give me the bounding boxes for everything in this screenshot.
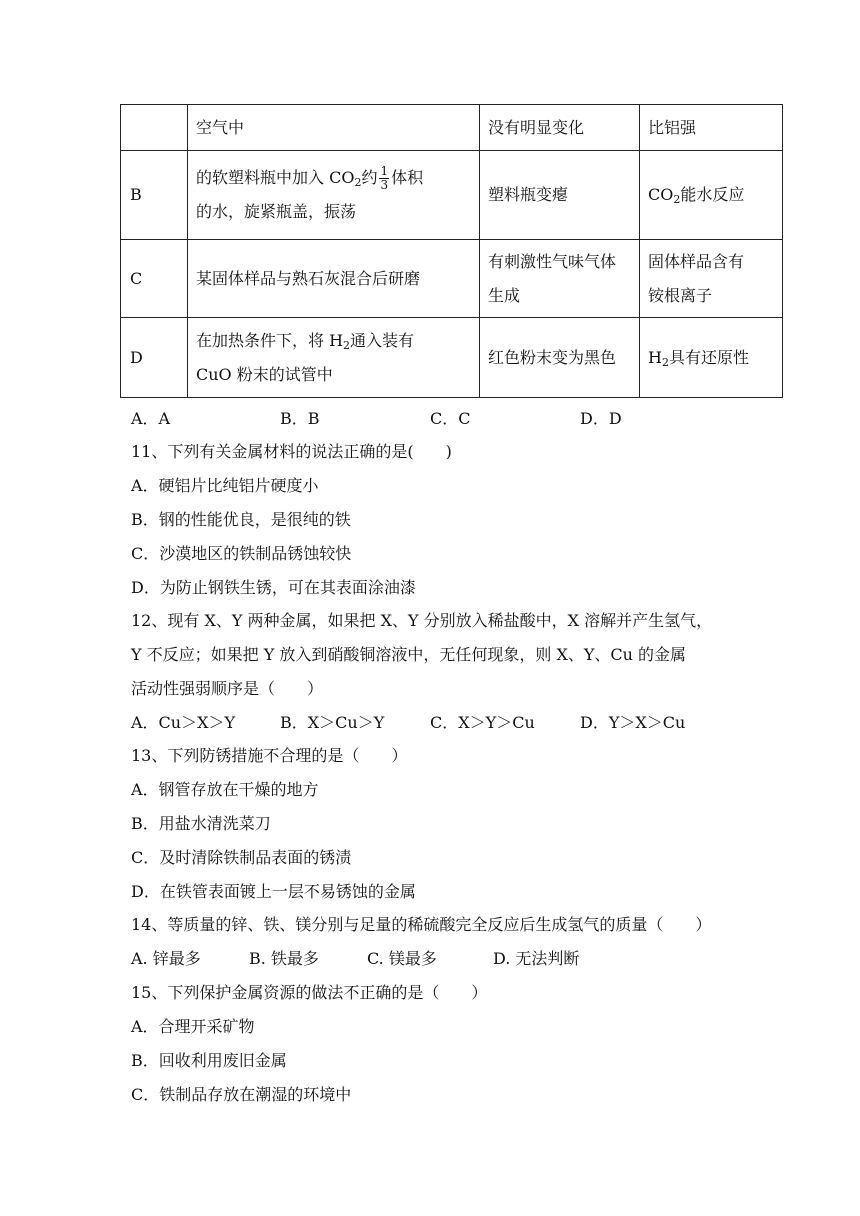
q13-option-d: D．在铁管表面镀上一层不易锈蚀的金属 [131,882,416,901]
q13-option-a: A．钢管存放在干燥的地方 [131,780,319,799]
q15-option-b: B．回收利用废旧金属 [131,1051,287,1070]
q11-option-b: B．钢的性能优良，是很纯的铁 [131,510,351,529]
table-row [121,105,783,151]
row-label: C [121,240,188,318]
cell-text: 固体样品含有 [648,251,745,271]
table-cell [188,151,480,240]
experiment-table [120,104,783,398]
q15-option-a: A．合理开采矿物 [131,1017,255,1036]
q15-option-c: C．铁制品存放在潮湿的环境中 [131,1085,352,1104]
cell-text: 体积 [391,168,424,187]
table-cell: 某固体样品与熟石灰混合后研磨 [188,240,480,318]
subscript: 2 [343,338,351,352]
q11-option-c: C．沙漠地区的铁制品锈蚀较快 [131,544,352,563]
q13-option-c: C．及时清除铁制品表面的锈渍 [131,848,352,867]
table-cell [640,240,783,318]
cell-text: 的软塑料瓶中加入 CO [196,168,355,187]
cell-text: 能水反应 [680,185,745,204]
table-cell [640,318,783,398]
option-b: B．X＞Cu＞Y [280,713,385,732]
q13-option-b: B．用盐水清洗菜刀 [131,814,271,833]
table-cell [640,151,783,240]
table-cell [480,240,640,318]
option-b: B．B [280,409,320,428]
subscript: 2 [673,193,681,206]
cell-text: H [648,347,662,367]
table-cell [188,318,480,398]
option-a: A. 锌最多 [131,949,201,968]
option-c: C. 镁最多 [367,949,437,968]
option-a: A．A [131,409,171,428]
table-row [121,151,783,240]
table-cell: 比铝强 [640,105,783,151]
cell-text: 铵根离子 [648,285,713,305]
question-11-stem: 11、下列有关金属材料的说法正确的是( ) [131,442,452,461]
question-12-stem: 12、现有 X、Y 两种金属，如果把 X、Y 分别放入稀盐酸中，X 溶解并产生氢气， [131,611,713,630]
cell-text: 在加热条件下，将 H [196,330,344,350]
option-d: D. 无法判断 [493,949,580,968]
subscript: 2 [354,176,362,189]
table-cell: 空气中 [188,105,480,151]
cell-text: 具有还原性 [668,347,749,367]
table-row [121,318,783,398]
subscript: 2 [661,355,669,369]
table-cell: 红色粉末变为黑色 [480,318,640,398]
option-b: B. 铁最多 [249,949,319,968]
option-c: C．X＞Y＞Cu [430,713,535,732]
q11-option-d: D．为防止钢铁生锈，可在其表面涂油漆 [131,578,416,597]
q11-option-a: A．硬铝片比纯铝片硬度小 [131,476,319,495]
row-label: B [121,151,188,240]
cell-text: CuO 粉末的试管中 [196,364,333,384]
row-label: D [121,318,188,398]
table-row [121,240,783,318]
question-12-stem: 活动性强弱顺序是（ ） [131,679,324,698]
option-c: C．C [430,409,471,428]
fraction-denominator: 3 [380,178,389,192]
cell-text: 有刺激性气味气体 [488,251,617,271]
table-cell: 塑料瓶变瘪 [480,151,640,240]
question-12-stem: Y 不反应；如果把 Y 放入到硝酸铜溶液中，无任何现象，则 X、Y、Cu 的金属 [131,645,687,664]
table-cell [121,105,188,151]
table-cell: 没有明显变化 [480,105,640,151]
cell-text: 的水，旋紧瓶盖，振荡 [196,202,357,221]
cell-text: 通入装有 [350,330,415,350]
option-d: D．Y＞X＞Cu [580,713,686,732]
question-15-stem: 15、下列保护金属资源的做法不正确的是（ ） [131,983,488,1002]
option-d: D．D [580,409,622,428]
option-a: A．Cu＞X＞Y [131,713,236,732]
cell-text: CO [648,185,674,204]
cell-text: 约 [361,168,378,187]
fraction [379,165,389,192]
cell-text: 生成 [488,285,521,305]
question-13-stem: 13、下列防锈措施不合理的是（ ） [131,746,408,765]
question-14-stem: 14、等质量的锌、铁、镁分别与足量的稀硫酸完全反应后生成氢气的质量（ ） [131,915,712,934]
fraction-numerator: 1 [380,164,389,178]
